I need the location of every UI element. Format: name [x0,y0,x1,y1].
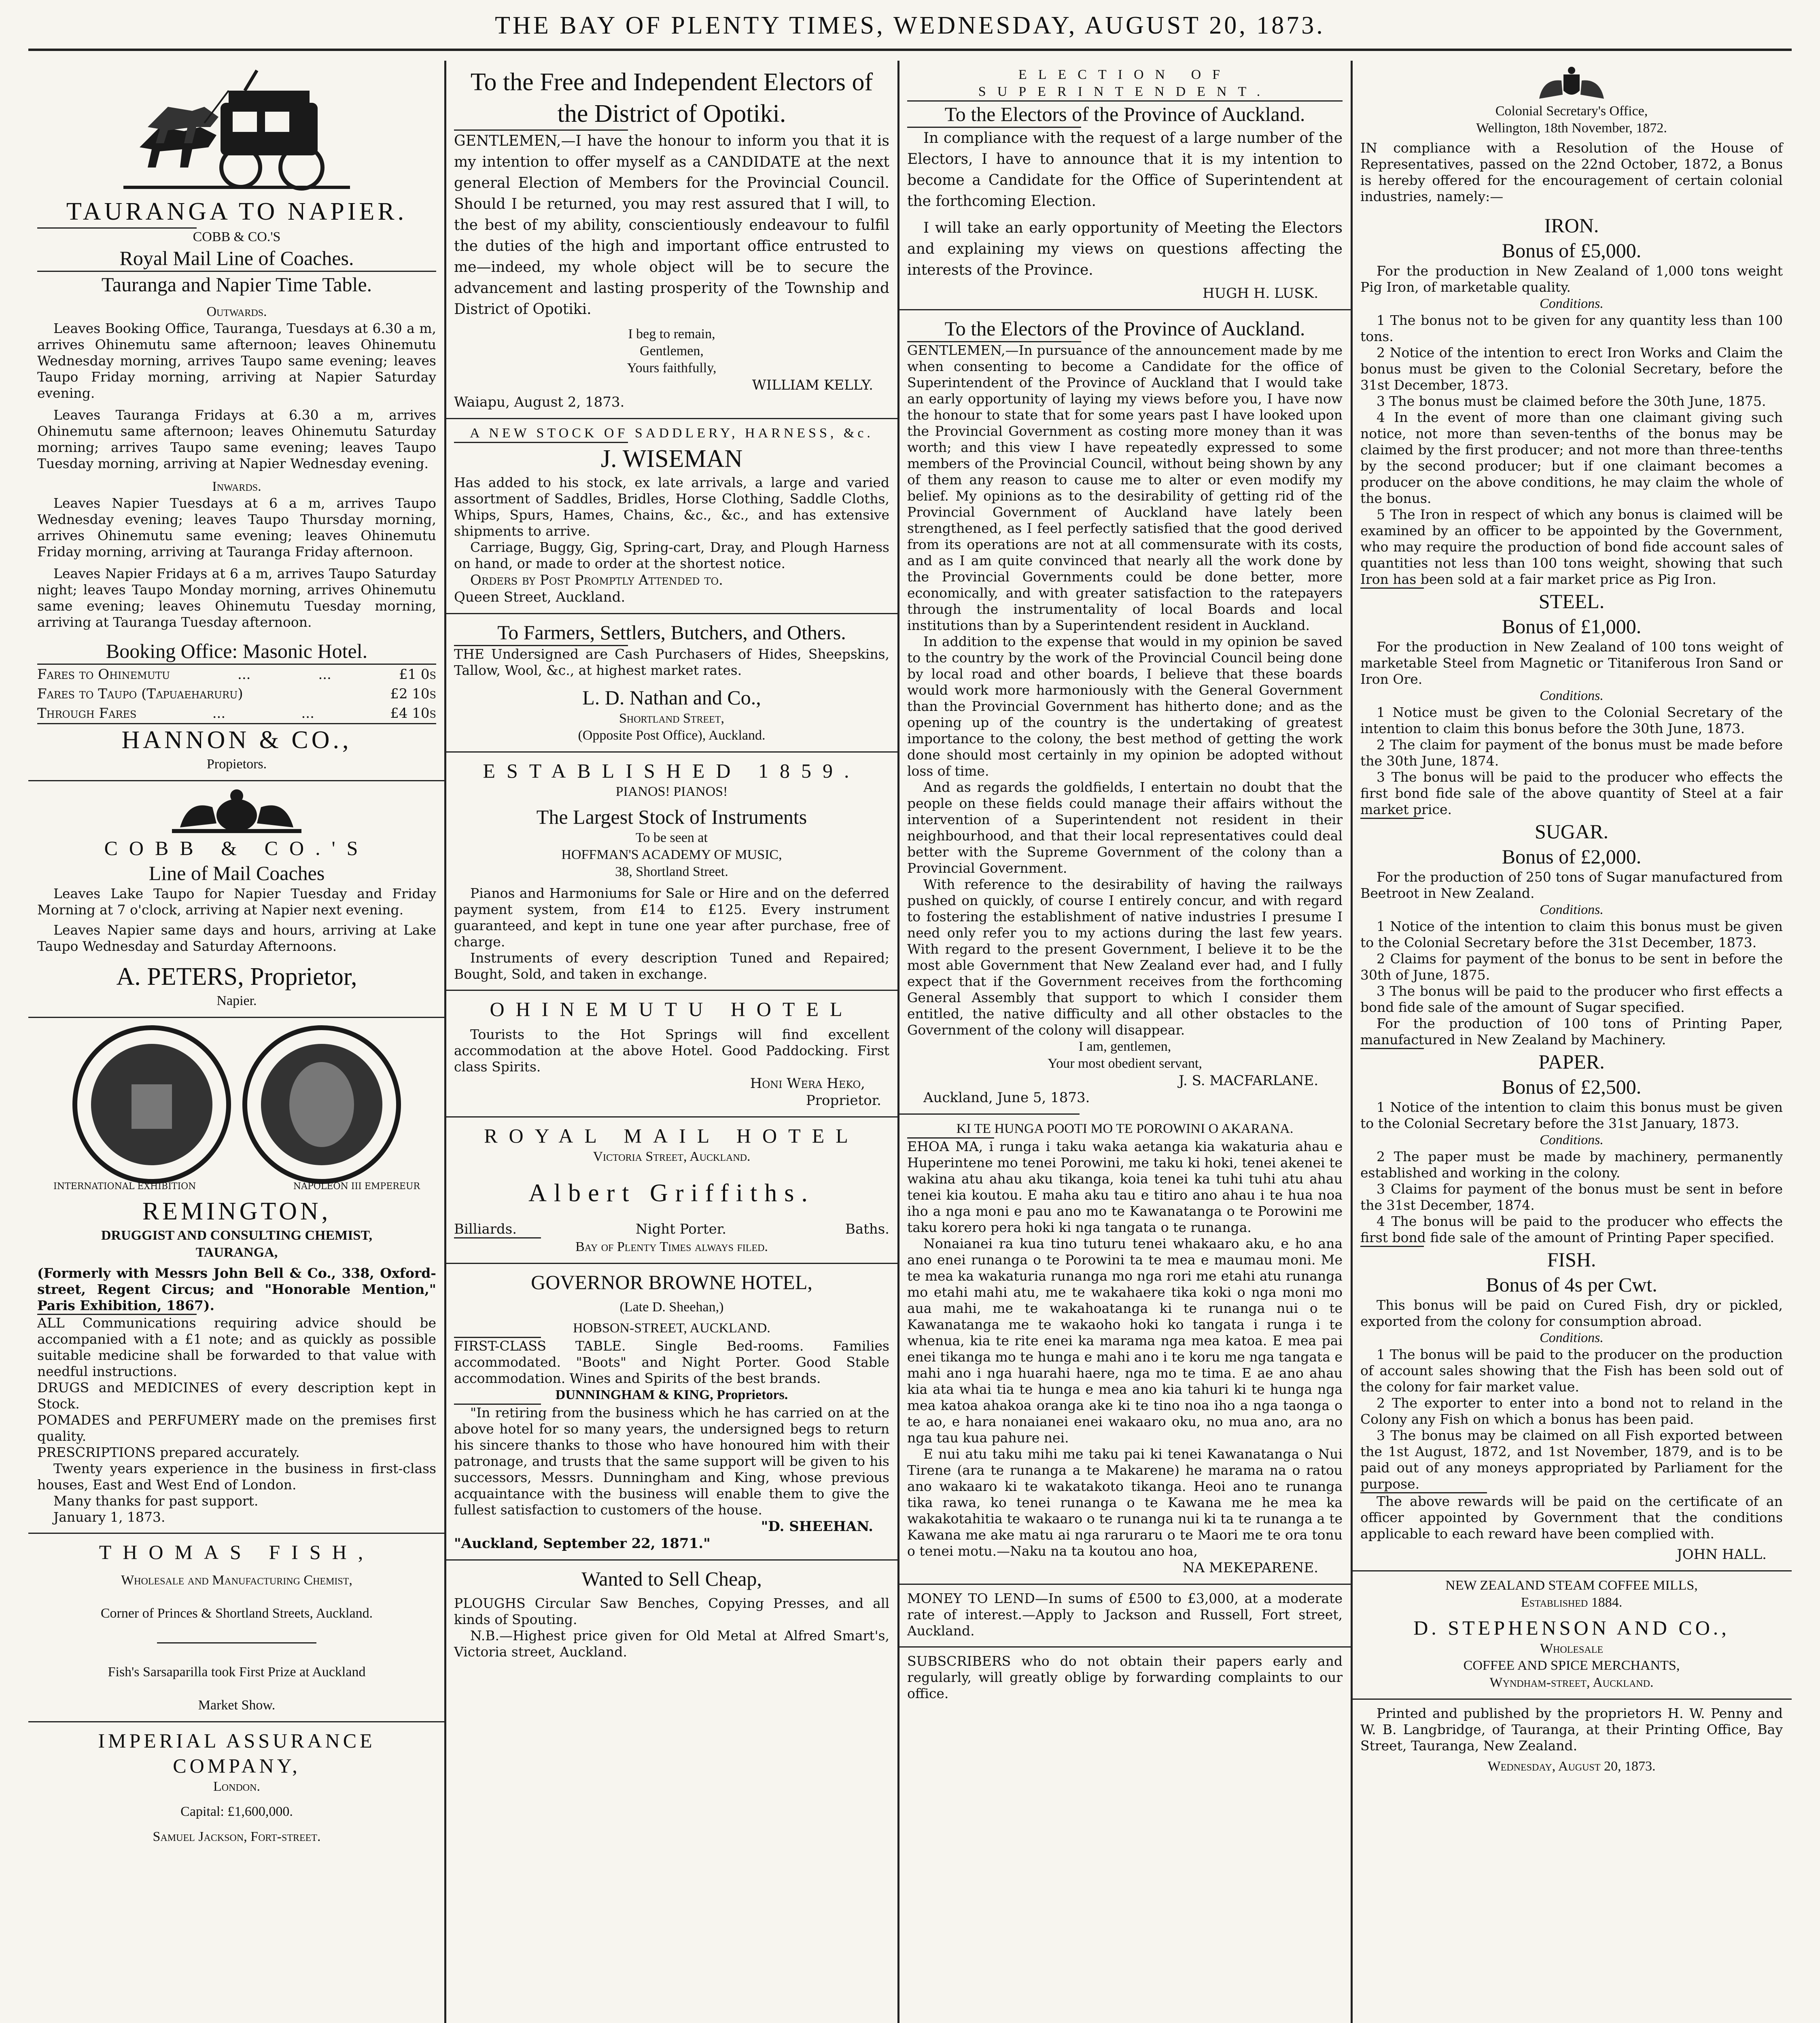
iron-bonus: Bonus of £5,000. [1502,239,1642,262]
mac-heading: To the Electors of the Province of Auckland. [944,317,1305,340]
paper-condition: 3 Claims for payment of the bonus must be sent in before the 31st December, 1874. [1360,1181,1783,1213]
browne-sig: "D. SHEEHAN. [761,1518,873,1535]
medal-left-caption: INTERNATIONAL EXHIBITION [53,1181,196,1192]
kelly-ad [445,61,898,418]
remington-exp: Twenty years experience in the business in first-class houses, East and West End of London. [37,1461,436,1493]
fish-bonus: Bonus of 4s per Cwt. [1486,1273,1657,1296]
coffee-heading: NEW ZEALAND STEAM COFFEE MILLS, [1445,1578,1698,1593]
sugar-condition: 2 Claims for payment of the bonus to be sent in before the 30th of June, 1875. [1360,951,1783,983]
imperial-capital: Capital: £1,600,000. [180,1804,293,1819]
royal-mail-hotel-ad [445,1118,898,1263]
ohinemutu-sig: Honi Wera Heko, [750,1075,865,1092]
steel-desc: For the production in New Zealand of 100 tons weight of marketable Steel from Magnetic or Titaniferous Iron Sand or Iron Ore. [1360,639,1783,687]
remington-p1: ALL Communications requiring advice should be accompanied with a £1 note; and as quickly as possible suitable medicine shall be forwarded to that value with needful instructions. [37,1315,436,1379]
fish-condition: 1 The bonus will be paid to the producer on the production of account sales showing that the Fish has been sold out of the colony for fair market value. [1360,1347,1783,1395]
fare-row [37,665,436,684]
maori-heading: KI TE HUNGA POOTI MO TE POROWINI O AKARANA. [956,1121,1294,1136]
wanted-body: PLOUGHS Circular Saw Benches, Copying Presses, and all kinds of Spouting. [454,1595,889,1627]
billiards-label: Billiards. [454,1221,517,1237]
remington-date: January 1, 1873. [53,1509,165,1525]
stagecoach-illustration [37,66,436,196]
conditions-label: Conditions. [1540,1132,1604,1147]
mac-date: Auckland, June 5, 1873. [923,1090,1090,1106]
imprint-date: Wednesday, August 20, 1873. [1487,1759,1656,1774]
fare-dots: ... [212,705,226,721]
governor-browne-ad [445,1264,898,1559]
fare-dots: ... [318,666,331,683]
steel-bonus: Bonus of £1,000. [1502,615,1642,638]
remington-drugs: DRUGS and MEDICINES of every description kept in Stock. [37,1380,436,1412]
maori-p3: E nui atu taku mihi me taku pai ki tenei Kawanatanga o Nui Tirene (ara te runanga a te Makarene) he marama na o ratou ano wakaaro ki te wakatakoto tikanga. Heoi ano te runanga tika rawa, ko tenei runanga o te Kawana me he mea ka wakakotahitia te wakaaro o te runanga nui ki ta te runanga a te Kawana me ake matu ai nga raruraru o te Maori me te ora tonu o tenei motu.—Naku na ta koutou ano hoa, [907,1446,1343,1559]
kelly-heading: To the Free and Independent Electors of the District of Opotiki. [470,68,873,127]
kelly-remain: I beg to remain, [628,327,715,341]
nathan-opp: (Opposite Post Office), Auckland. [578,728,766,743]
office-date: Wellington, 18th November, 1872. [1476,121,1667,136]
wanted-heading: Wanted to Sell Cheap, [581,1567,762,1590]
outwards-2: Leaves Tauranga Fridays at 6.30 a m, arrives Ohinemutu same afternoon; leaves Ohinemutu Saturday morning; arrives Taupo same evening; leaves Taupo Tuesday morning, arriving at Napier Wednesday evening. [37,407,436,471]
masthead-rule [28,49,1792,51]
fish-condition: 2 The exporter to enter into a bond not to reland in the Colony any Fish on which a bonus has been paid. [1360,1395,1783,1427]
outwards-label: Outwards. [206,304,267,319]
sugar-desc: For the production of 250 tons of Sugar manufactured from Beetroot in New Zealand. [1360,869,1783,901]
iron-condition: 5 The Iron in respect of which any bonus is claimed will be examined by an officer to be appointed by the Government, who may require the production of bond fide account sales of quantities not less than 100 tons weight, showing that such Iron has been sold at a fair market price as Pig Iron. [1360,507,1783,587]
browne-late: (Late D. Sheehan,) [619,1300,724,1315]
baths-label: Baths. [845,1221,889,1237]
wiseman-body2: Carriage, Buggy, Gig, Spring-cart, Dray, and Plough Harness on hand, or made to order at the shortest notice. [454,539,889,571]
money-to-lend-ad [898,1585,1351,1646]
iron-condition: 3 The bonus must be claimed before the 30th June, 1875. [1377,393,1766,409]
remington-rx: PRESCRIPTIONS prepared accurately. [37,1444,300,1460]
column-2 [445,61,898,2023]
fare-label: Fares to Taupo (Tapuaeharuru) [37,686,243,702]
thomas-fish-ad [28,1534,445,1721]
iron-heading: IRON. [1544,214,1599,237]
royal-heading: ROYAL MAIL HOTEL [484,1124,859,1147]
browne-props: DUNNINGHAM & KING, Proprietors. [555,1387,788,1402]
wiseman-body: Has added to his stock, ex late arrivals, a large and varied assortment of Saddles, Bridles, Horse Clothing, Saddle Cloths, Whips, Spurs, Hames, Chains, &c., &c., and has extensive shipments to arrive. [454,475,889,539]
coat-of-arms-icon [1531,66,1612,103]
column-1 [28,61,445,2023]
ohinemutu-heading: OHINEMUTU HOTEL [490,998,854,1020]
hoffman-body: Pianos and Harmoniums for Sale or Hire and on the deferred payment system, from £14 to £125. Every instrument guaranteed, and kept in tune one year after purchase, free of charge. [454,885,889,950]
fish-address: Corner of Princes & Shortland Streets, Auckland. [100,1606,373,1621]
royal-addr: Victoria Street, Auckland. [593,1149,751,1164]
paper-heading: PAPER. [1538,1050,1605,1073]
imprint [1351,1700,1792,1782]
wiseman-orders: Orders by Post Promptly Attended to. [470,572,723,588]
fare-row [37,684,436,704]
wiseman-addr: Queen Street, Auckland. [454,589,626,605]
peters-name: A. PETERS, Proprietor, [116,963,357,990]
rewards-note: The above rewards will be paid on the certificate of an officer appointed by Government that the conditions applicable to each reward have been complied with. [1360,1493,1783,1542]
kelly-sig: WILLIAM KELLY. [752,377,873,393]
fare-price: £1 0s [399,666,436,683]
fare-label: Fares to Ohinemutu [37,666,170,683]
medals-illustration [37,1024,436,1185]
sugar-heading: SUGAR. [1535,820,1608,843]
filed-note: Bay of Plenty Times always filed. [575,1239,768,1254]
steel-heading: STEEL. [1538,590,1605,613]
imperial-agent: Samuel Jackson, Fort-street. [153,1829,321,1844]
bonus-notice [1351,61,1792,1570]
remington-formerly: (Formerly with Messrs John Bell & Co., 338, Oxford-street, Regent Circus; and "Honorable Mention," Paris Exhibition, 1867). [37,1265,436,1313]
browne-quote: "In retiring from the business which he has carried on at the above hotel for so many years, the undersigned begs to return his sincere thanks to those who have honoured him with their patronage, and trusts that the same support will be given to his successors, Messrs. Dunningham and King, whose previous acquaintance with the business will enable them to give the fullest satisfaction to customers of the house. [454,1405,889,1518]
steel-condition: 1 Notice must be given to the Colonial Secretary of the intention to claim this bonus before the 30th June, 1873. [1360,704,1783,736]
lusk-body: In compliance with the request of a large number of the Electors, I have to announce that it is my intention to become a Candidate for the Office of Superintendent at the forthcoming Election. [907,130,1343,210]
paper-condition: 2 The paper must be made by machinery, permanently established and working in the colony. [1360,1149,1783,1181]
hoffman-pianos: PIANOS! PIANOS! [615,784,728,799]
maori-p1: EHOA MA, i runga i taku waka aetanga kia wakaturia ahau e Huperintene mo tenei Porowini, me taku ki hoki, tenei akenei te wakina atu ahau aku tikanga, koia tenei ka tuhi tuhi atu ahau tenei kia koutou. E maha aku tau e titiro ano ahau i te hua noa iho a nga moni e pau ano mo te Kawanatanga o te Porowini me taku korero pera hoki ki nga tangata o te runanga. [907,1139,1343,1235]
nathan-street: Shortland Street, [619,711,724,726]
masthead: THE BAY OF PLENTY TIMES, WEDNESDAY, AUGUST 20, 1873. [495,12,1325,39]
macfarlane-ad [898,310,1351,1113]
fare-dots: ... [238,666,251,683]
mac-p1: GENTLEMEN,—In pursuance of the announcement made by me when consenting to become a Candidate for the office of Superintendent of the Province of Auckland that I would take an early opportunity of laying my views before you, I have now the honour to state that for some years past I have looked upon the Provincial Government as costing more money than it was worth; and this view I have repeatedly expressed to some members of the Provincial Council, without being shown by any of them any reason to cause me to alter or even modify my belief. My opinions as to the desirability of getting rid of the Provincial Government of Auckland have lately been strengthened, as I feel perfectly satisfied that the good derived from its operations are not at all commensurate with its costs, and as I am quite convinced that nearly all the work done by the Provincial Governments could be done better, more economically, and with greater satisfaction to the ratepayers through the instrumentality of local Boards and local institutions than by a Superintendent resident in Auckland. [907,342,1343,633]
browne-addr: HOBSON-STREET, AUCKLAND. [573,1321,770,1336]
steel-condition: 3 The bonus will be paid to the producer who effects the first bond fide sale of the above quantity of Steel at a fair market price. [1360,769,1783,817]
cobb2-p1: Leaves Lake Taupo for Napier Tuesday and Friday Morning at 7 o'clock, arriving at Napier next evening. [37,886,436,918]
wiseman-top: A NEW STOCK OF SADDLERY, HARNESS, &c. [470,426,874,441]
hoffman-heading: The Largest Stock of Instruments [536,806,807,828]
kelly-date: Waiapu, August 2, 1873. [454,394,625,410]
nathan-body: THE Undersigned are Cash Purchasers of Hides, Sheepskins, Tallow, Wool, &c., at highest market rates. [454,646,889,678]
mac-close: I am, gentlemen, [1078,1039,1171,1054]
fare-dots: ... [301,705,314,721]
remington-thanks: Many thanks for past support. [53,1493,259,1509]
hoffman-seen: To be seen at [636,830,708,845]
kelly-body: GENTLEMEN,—I have the honour to inform you that it is my intention to offer myself as a CANDIDATE at the next general Election of Members for the Provincial Council. Should I be returned, you may rest assured that I will, to the best of my ability, conscientiously endeavour to fulfil the duties of the high and important office entrusted to me—indeed, my whole object will be to secure the advancement and lasting prosperity of the Township and District of Opotiki. [454,133,889,318]
griffiths-name: Albert Griffiths. [528,1179,815,1207]
ohinemutu-body: Tourists to the Hot Springs will find excellent accommodation at the above Hotel. Good Paddocking. First class Spirits. [454,1026,889,1075]
coach-ad [28,61,445,780]
kelly-yours: Yours faithfully, [627,360,717,375]
inwards-2: Leaves Napier Fridays at 6 a m, arrives Taupo Saturday night; leaves Taupo Monday morning, arrives Ohinemutu same evening; leaves Ohinemutu Tuesday morning, arriving at Tauranga Tuesday afternoon. [37,566,436,630]
timetable-heading: Tauranga and Napier Time Table. [101,273,372,296]
nathan-ad [445,614,898,751]
inwards-label: Inwards. [212,479,261,494]
subscribers-notice [898,1648,1351,1709]
coffee-mills-ad [1351,1571,1792,1699]
remington-name: REMINGTON, [142,1198,331,1225]
paper-bonus: Bonus of £2,500. [1502,1075,1642,1098]
fish-prize: Fish's Sarsaparilla took First Prize at Auckland [108,1665,366,1679]
hannon-name: HANNON & CO., [121,726,352,754]
bonus-intro: IN compliance with a Resolution of the House of Representatives, passed on the 22nd October, 1872, a Bonus is hereby offered for the encouragement of certain colonial industries, namely:— [1360,140,1783,204]
mac-p2: In addition to the expense that would in my opinion be saved to the country by the work of the Provincial Council being done by local road and other boards, I believe that these boards would work more harmoniously with the General Government than the Provincial Government has hitherto done; and as the opening up of the country is the undertaking of greatest importance to the colony, the best method of getting the work done should most certainly in my opinion be adopted without loss of time. [907,634,1343,779]
coach-line: Royal Mail Line of Coaches. [119,247,354,269]
maori-sig: NA MEKEPARENE. [1182,1560,1318,1576]
mac-close2: Your most obedient servant, [1048,1056,1202,1071]
conditions-label: Conditions. [1540,296,1604,311]
iron-desc: For the production in New Zealand of 1,000 tons weight Pig Iron, of marketable quality. [1360,263,1783,295]
hall-sig: JOHN HALL. [1677,1546,1767,1563]
ohinemutu-hotel-ad [445,991,898,1116]
hoffman-est: ESTABLISHED 1859. [483,759,861,782]
hoffman-body2: Instruments of every description Tuned and Repaired; Bought, Sold, and taken in exchange. [454,950,889,982]
coffee-role: Wholesale [1540,1641,1604,1656]
fare-label: Through Fares [37,705,137,721]
column-3 [898,61,1351,2023]
fares-table [37,665,436,723]
mac-sig: J. S. MACFARLANE. [1179,1073,1318,1089]
fish-title: Wholesale and Manufacturing Chemist, [121,1573,352,1588]
cobb2-heading: COBB & CO.'S [104,837,369,859]
conditions-label: Conditions. [1540,688,1604,703]
hoffman-addr: 38, Shortland Street. [615,864,728,879]
remington-title: DRUGGIST AND CONSULTING CHEMIST, [101,1228,373,1243]
iron-condition: 1 The bonus not to be given for any quantity less than 100 tons. [1360,312,1783,344]
remington-pomades: POMADES and PERFUMERY made on the premises first quality. [37,1412,436,1444]
fish-show: Market Show. [198,1698,276,1713]
paper-condition: 4 The bonus will be paid to the producer who effects the first bond fide sale of the amount of Printing Paper specified. [1360,1213,1783,1245]
lusk-heading: To the Electors of the Province of Auckland. [944,103,1305,125]
hoffman-ad [445,753,898,990]
coffee-merch: COFFEE AND SPICE MERCHANTS, [1463,1658,1680,1673]
imperial-name: IMPERIAL ASSURANCE COMPANY, [98,1729,375,1777]
sugar-condition: 3 The bonus will be paid to the producer who first effects a bond fide sale of the amount of Sugar specified. [1360,983,1783,1015]
kelly-gent: Gentlemen, [640,344,704,358]
coat-of-arms [1360,66,1783,103]
lusk-ad [898,61,1351,309]
fish-heading: FISH. [1547,1248,1596,1271]
royal-arms-illustration [37,787,436,835]
hoffman-name: HOFFMAN'S ACADEMY OF MUSIC, [561,847,782,862]
fare-row [37,704,436,723]
column-4 [1351,61,1792,2023]
coffee-est: Established 1884. [1521,1595,1623,1610]
lusk-sig: HUGH H. LUSK. [1202,285,1318,301]
hannon-role: Propietors. [206,757,267,772]
coach-owner: COBB & CO.'S [193,229,281,244]
lusk-body2: I will take an early opportunity of Meeting the Electors and explaining my views on questions affecting the interests of the Province. [907,220,1343,278]
outwards-1: Leaves Booking Office, Tauranga, Tuesdays at 6.30 a m, arrives Ohinemutu same afternoon; leaves Ohinemutu Wednesday morning, arrives Taupo same evening; leaves Taupo Friday morning, arriving at Napier Saturday evening. [37,320,436,401]
coffee-addr: Wyndham-street, Auckland. [1489,1675,1654,1690]
fish-name: THOMAS FISH, [99,1541,375,1563]
coach-heading: TAURANGA TO NAPIER. [66,198,407,225]
conditions-label: Conditions. [1540,1330,1604,1345]
crest-icon [164,787,310,835]
sugar-bonus: Bonus of £2,000. [1502,845,1642,868]
amenities-row [454,1221,889,1237]
sugar-condition: For the production of 100 tons of Printing Paper, manufactured in New Zealand by Machinery. [1360,1016,1783,1048]
coffee-name: D. STEPHENSON AND CO., [1413,1616,1730,1639]
maori-notice [898,1115,1351,1584]
office-name: Colonial Secretary's Office, [1495,104,1648,119]
browne-heading: GOVERNOR BROWNE HOTEL, [531,1271,812,1294]
fare-price: £2 10s [390,686,436,702]
porter-label: Night Porter. [635,1221,727,1237]
imprint-text: Printed and published by the proprietors H. W. Penny and W. B. Langbridge, of Tauranga, at their Printing Office, Bay Street, Tauranga, New Zealand. [1360,1705,1783,1754]
cobb2-line: Line of Mail Coaches [148,862,325,884]
cobb2-p2: Leaves Napier same days and hours, arriving at Lake Taupo Wednesday and Saturday Afternoons. [37,922,436,954]
wanted-nb: N.B.—Highest price given for Old Metal at Alfred Smart's, Victoria street, Auckland. [454,1628,889,1660]
medal-right-caption: NAPOLEON III EMPEREUR [293,1181,420,1192]
wanted-ad [445,1561,898,1667]
nathan-heading: To Farmers, Settlers, Butchers, and Others. [497,621,846,644]
maori-p2: Nonaianei ra kua tino tuturu tenei whakaaro aku, e ho ana ano enei runanga o te Porowini ta te mea e maumau moni. Me te mea ka wakaturia runanga mo nga rori me etahi atu runanga mo etahi mahi atu, me te wakahaere tika koki o nga moni mo aua mahi, me te wakahoatanga ki te runanga nui o te Kawanatanga me te wakaoho hoki ko tangata i runga i te whenua, kia te rite enei ka marama nga mea katoa. E mea pai enei tikanga mo te hunga e mahi ano i te koru me nga tangata e mahi ano i nga huarahi haere, nga mo te tima. E ae ano ahau kia ata whai tia te hunga e mea ano kia tahuri ki te hunga nga mea katoa ahakoa oranga ake ki te tino noa iho a nga taonga o te ao, e hara nonaianei enei wakaaro oku, no mua ano, ara no nga tau kua pahure nei. [907,1236,1343,1446]
imperial-assurance-ad [28,1722,445,1853]
browne-date: "Auckland, September 22, 1871." [454,1535,711,1552]
cobb-mail-coaches-ad [28,781,445,1017]
fare-price: £4 10s [390,705,436,721]
fish-condition: 3 The bonus may be claimed on all Fish exported between the 1st August, 1872, and 1st November, 1879, and is to be paid out of any moneys appropriated by Parliament for the purpose. [1360,1427,1783,1492]
steel-condition: 2 The claim for payment of the bonus must be made before the 30th June, 1874. [1360,737,1783,769]
iron-condition: 4 In the event of more than one claimant giving such notice, not more than seven-tenths of the bonus may be claimed by the first producer; and not more than three-tenths by the second producer; but if one claimant becomes a producer on the above conditions, he may claim the whole of the bonus. [1360,409,1783,506]
money-body: MONEY TO LEND—In sums of £500 to £3,000, at a moderate rate of interest.—Apply to Jackson and Russell, Fort street, Auckland. [907,1590,1343,1639]
subscribers-body: SUBSCRIBERS who do not obtain their papers early and regularly, will greatly oblige by forwarding complaints to our office. [907,1653,1343,1701]
inwards-1: Leaves Napier Tuesdays at 6 a m, arrives Taupo Wednesday evening; leaves Taupo Thursday morning, arrives Ohinemutu same evening; leaves Ohinemutu Friday morning, arriving at Tauranga Friday afternoon. [37,495,436,560]
lusk-top: ELECTION OF SUPERINTENDENT. [978,67,1272,99]
divider [157,1642,316,1643]
wiseman-name: J. WISEMAN [600,445,743,473]
conditions-label: Conditions. [1540,902,1604,917]
booking-office: Booking Office: Masonic Hotel. [106,640,368,662]
wiseman-ad [445,419,898,613]
sugar-condition: 1 Notice of the intention to claim this bonus must be given to the Colonial Secretary before the 31st December, 1873. [1360,918,1783,950]
exhibition-medals-icon [67,1024,407,1185]
nathan-name: L. D. Nathan and Co., [582,686,761,709]
mac-p4: With reference to the desirability of having the railways pushed on quickly, of course I entirely concur, and with regard to fostering the establishment of native industries I presume I need only refer you to my actions during the last few years. With regard to the present Government, I believe it to be the most able Government that New Zealand ever had, and I fully expect that if the Government receives from the forthcoming General Assembly that support to which I consider them entitled, the native difficulty and all other obstacles to the Government of the colony will disappear. [907,876,1343,1038]
remington-ad [28,1018,445,1533]
browne-body: FIRST-CLASS TABLE. Single Bed-rooms. Families accommodated. "Boots" and Night Porter. Good Stable accommodation. Wines and Spirits of the best brands. [454,1338,889,1386]
iron-condition: 2 Notice of the intention to erect Iron Works and Claim the bonus must be given to the Colonial Secretary, before the 31st December, 1873. [1360,345,1783,393]
stagecoach-icon [123,66,350,196]
fish-desc: This bonus will be paid on Cured Fish, dry or pickled, exported from the colony for consumption abroad. [1360,1297,1783,1329]
ohinemutu-role: Proprietor. [806,1092,881,1109]
remington-place: TAURANGA, [195,1245,278,1260]
mac-p3: And as regards the goldfields, I entertain no doubt that the people on these fields could manage their affairs without the intervention of a Superintendent not resident in their neighbourhood, and that their local representatives could deal better with the Supreme Government of the colony than a Provincial Government. [907,779,1343,876]
peters-place: Napier. [216,993,257,1008]
paper-condition: 1 Notice of the intention to claim this bonus must be given to the Colonial Secretary before the 31st January, 1873. [1360,1099,1783,1131]
imperial-place: London. [213,1779,260,1794]
